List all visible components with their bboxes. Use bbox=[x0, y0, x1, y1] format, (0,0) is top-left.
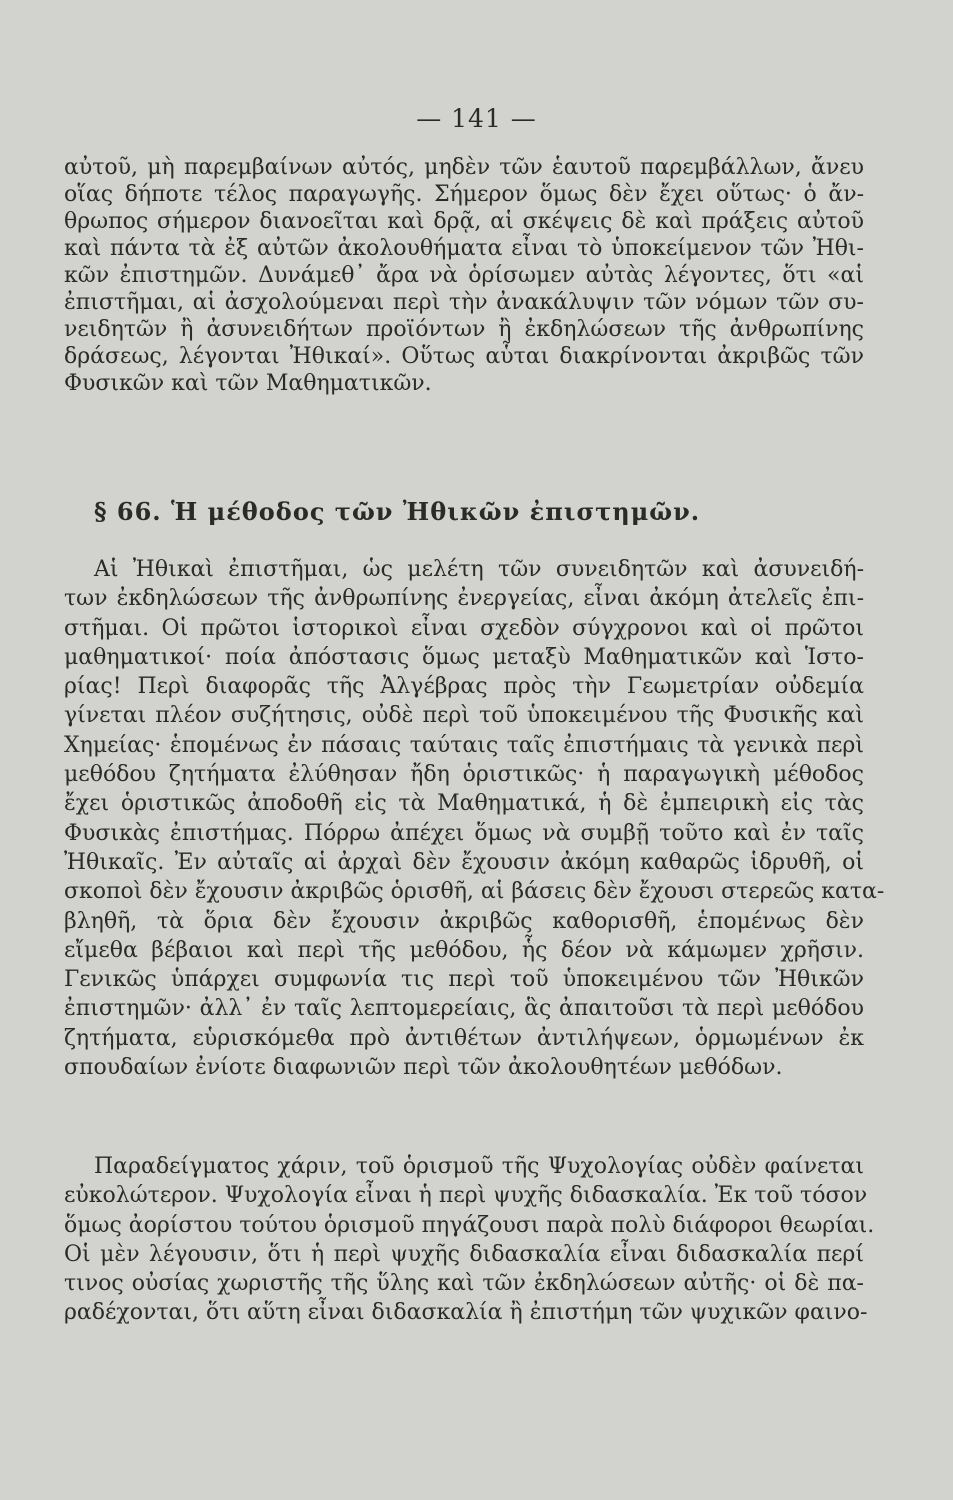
text-line: ραδέχονται, ὅτι αὕτη εἶναι διδασκαλία ἢ ἐπιστήμη τῶν ψυχικῶν φαινο- bbox=[64, 1300, 868, 1326]
text-line: μεθόδου ζητήματα ἐλύθησαν ἤδη ὁριστικῶς· ἡ παραγωγικὴ μέθοδος bbox=[64, 762, 864, 788]
text-line: Αἱ Ἠθικαὶ ἐπιστῆμαι, ὡς μελέτη τῶν συνειδητῶν καὶ ἀσυνειδή- bbox=[94, 557, 864, 582]
text-line: βληθῆ, τὰ ὅρια δὲν ἔχουσιν ἀκριβῶς καθορισθῆ, ἑπομένως δὲν bbox=[64, 908, 864, 934]
text-line: ὅμως ἀορίστου τούτου ὁρισμοῦ πηγάζουσι παρὰ πολὺ διάφοροι θεωρίαι. bbox=[64, 1212, 875, 1238]
text-line: καὶ πάντα τὰ ἐξ αὐτῶν ἀκολουθήματα εἶναι τὸ ὑποκείμενον τῶν Ἠθι- bbox=[64, 236, 864, 261]
page-number: — 141 — bbox=[416, 104, 537, 133]
text-line: ἐπιστῆμαι, αἱ ἀσχολούμεναι περὶ τὴν ἀνακάλυψιν τῶν νόμων τῶν συ- bbox=[64, 290, 864, 315]
text-line: μαθηματικοί· ποία ἀπόστασις ὅμως μεταξὺ Μαθηματικῶν καὶ Ἱστο- bbox=[64, 644, 864, 670]
text-line: Γενικῶς ὑπάρχει συμφωνία τις περὶ τοῦ ὑποκειμένου τῶν Ἠθικῶν bbox=[64, 967, 864, 993]
paragraph-1 bbox=[64, 154, 864, 397]
paragraph-2 bbox=[64, 555, 885, 1082]
text-line: αὐτοῦ, μὴ παρεμβαίνων αὐτός, μηδὲν τῶν ἑαυτοῦ παρεμβάλλων, ἄνευ bbox=[64, 155, 864, 180]
text-line: των ἐκδηλώσεων τῆς ἀνθρωπίνης ἐνεργείας, εἶναι ἀκόμη ἀτελεῖς ἐπι- bbox=[64, 586, 864, 612]
section-heading: § 66. Ἡ μέθοδος τῶν Ἠθικῶν ἐπιστημῶν. bbox=[94, 497, 701, 526]
text-line: κῶν ἐπιστημῶν. Δυνάμεθ᾽ ἄρα νὰ ὁρίσωμεν αὐτὰς λέγοντες, ὅτι «αἱ bbox=[64, 263, 864, 288]
text-line: Ἠθικαῖς. Ἐν αὐταῖς αἱ ἀρχαὶ δὲν ἔχουσιν ἀκόμη καθαρῶς ἱδρυθῆ, οἱ bbox=[64, 849, 864, 875]
text-line: σπουδαίων ἐνίοτε διαφωνιῶν περὶ τῶν ἀκολουθητέων μεθόδων. bbox=[64, 1055, 783, 1081]
text-line: οἵας δήποτε τέλος παραγωγῆς. Σήμερον ὅμως δὲν ἔχει οὕτως· ὁ ἄν- bbox=[64, 182, 864, 207]
text-line: θρωπος σήμερον διανοεῖται καὶ δρᾷ, αἱ σκέψεις δὲ καὶ πράξεις αὐτοῦ bbox=[64, 209, 864, 234]
text-line: γίνεται πλέον συζήτησις, οὐδὲ περὶ τοῦ ὑποκειμένου τῆς Φυσικῆς καὶ bbox=[64, 703, 864, 729]
text-line: εὐκολώτερον. Ψυχολογία εἶναι ἡ περὶ ψυχῆς διδασκαλία. Ἐκ τοῦ τόσον bbox=[64, 1183, 868, 1209]
text-line: δράσεως, λέγονται Ἠθικαί». Οὕτως αὗται διακρίνονται ἀκριβῶς τῶν bbox=[64, 344, 864, 369]
text-line: ζητήματα, εὑρισκόμεθα πρὸ ἀντιθέτων ἀντιλήψεων, ὁρμωμένων ἐκ bbox=[64, 1025, 864, 1051]
text-line: ἐπιστημῶν· ἀλλ᾽ ἐν ταῖς λεπτομερείαις, ἃς ἀπαιτοῦσι τὰ περὶ μεθόδου bbox=[64, 996, 864, 1022]
text-line: Φυσικῶν καὶ τῶν Μαθηματικῶν. bbox=[64, 371, 432, 396]
text-line: Παραδείγματος χάριν, τοῦ ὁρισμοῦ τῆς Ψυχολογίας οὐδὲν φαίνεται bbox=[94, 1154, 864, 1179]
text-line: εἴμεθα βέβαιοι καὶ περὶ τῆς μεθόδου, ἧς δέον νὰ κάμωμεν χρῆσιν. bbox=[64, 937, 864, 963]
text-line: τινος οὐσίας χωριστῆς τῆς ὕλης καὶ τῶν ἐκδηλώσεων αὐτῆς· οἱ δὲ πα- bbox=[64, 1271, 864, 1297]
paragraph-3 bbox=[64, 1152, 875, 1328]
text-line: Φυσικὰς ἐπιστήμας. Πόρρω ἀπέχει ὅμως νὰ συμβῇ τοῦτο καὶ ἐν ταῖς bbox=[64, 820, 864, 846]
text-line: σκοποὶ δὲν ἔχουσιν ἀκριβῶς ὁρισθῆ, αἱ βάσεις δὲν ἔχουσι στερεῶς κατα- bbox=[64, 879, 885, 905]
text-line: νειδητῶν ἢ ἀσυνειδήτων προϊόντων ἢ ἐκδηλώσεων τῆς ἀνθρωπίνης bbox=[64, 317, 864, 342]
text-line: ρίας! Περὶ διαφορᾶς τῆς Ἀλγέβρας πρὸς τὴν Γεωμετρίαν οὐδεμία bbox=[64, 674, 864, 700]
text-line: Οἱ μὲν λέγουσιν, ὅτι ἡ περὶ ψυχῆς διδασκαλία εἶναι διδασκαλία περί bbox=[64, 1241, 864, 1267]
text-line: ἔχει ὁριστικῶς ἀποδοθῆ εἰς τὰ Μαθηματικά, ἡ δὲ ἐμπειρικὴ εἰς τὰς bbox=[64, 791, 864, 817]
text-line: στῆμαι. Οἱ πρῶτοι ἱστορικοὶ εἶναι σχεδὸν σύγχρονοι καὶ οἱ πρῶτοι bbox=[64, 615, 864, 641]
text-line: Χημείας· ἑπομένως ἐν πάσαις ταύταις ταῖς ἐπιστήμαις τὰ γενικὰ περὶ bbox=[64, 732, 864, 758]
